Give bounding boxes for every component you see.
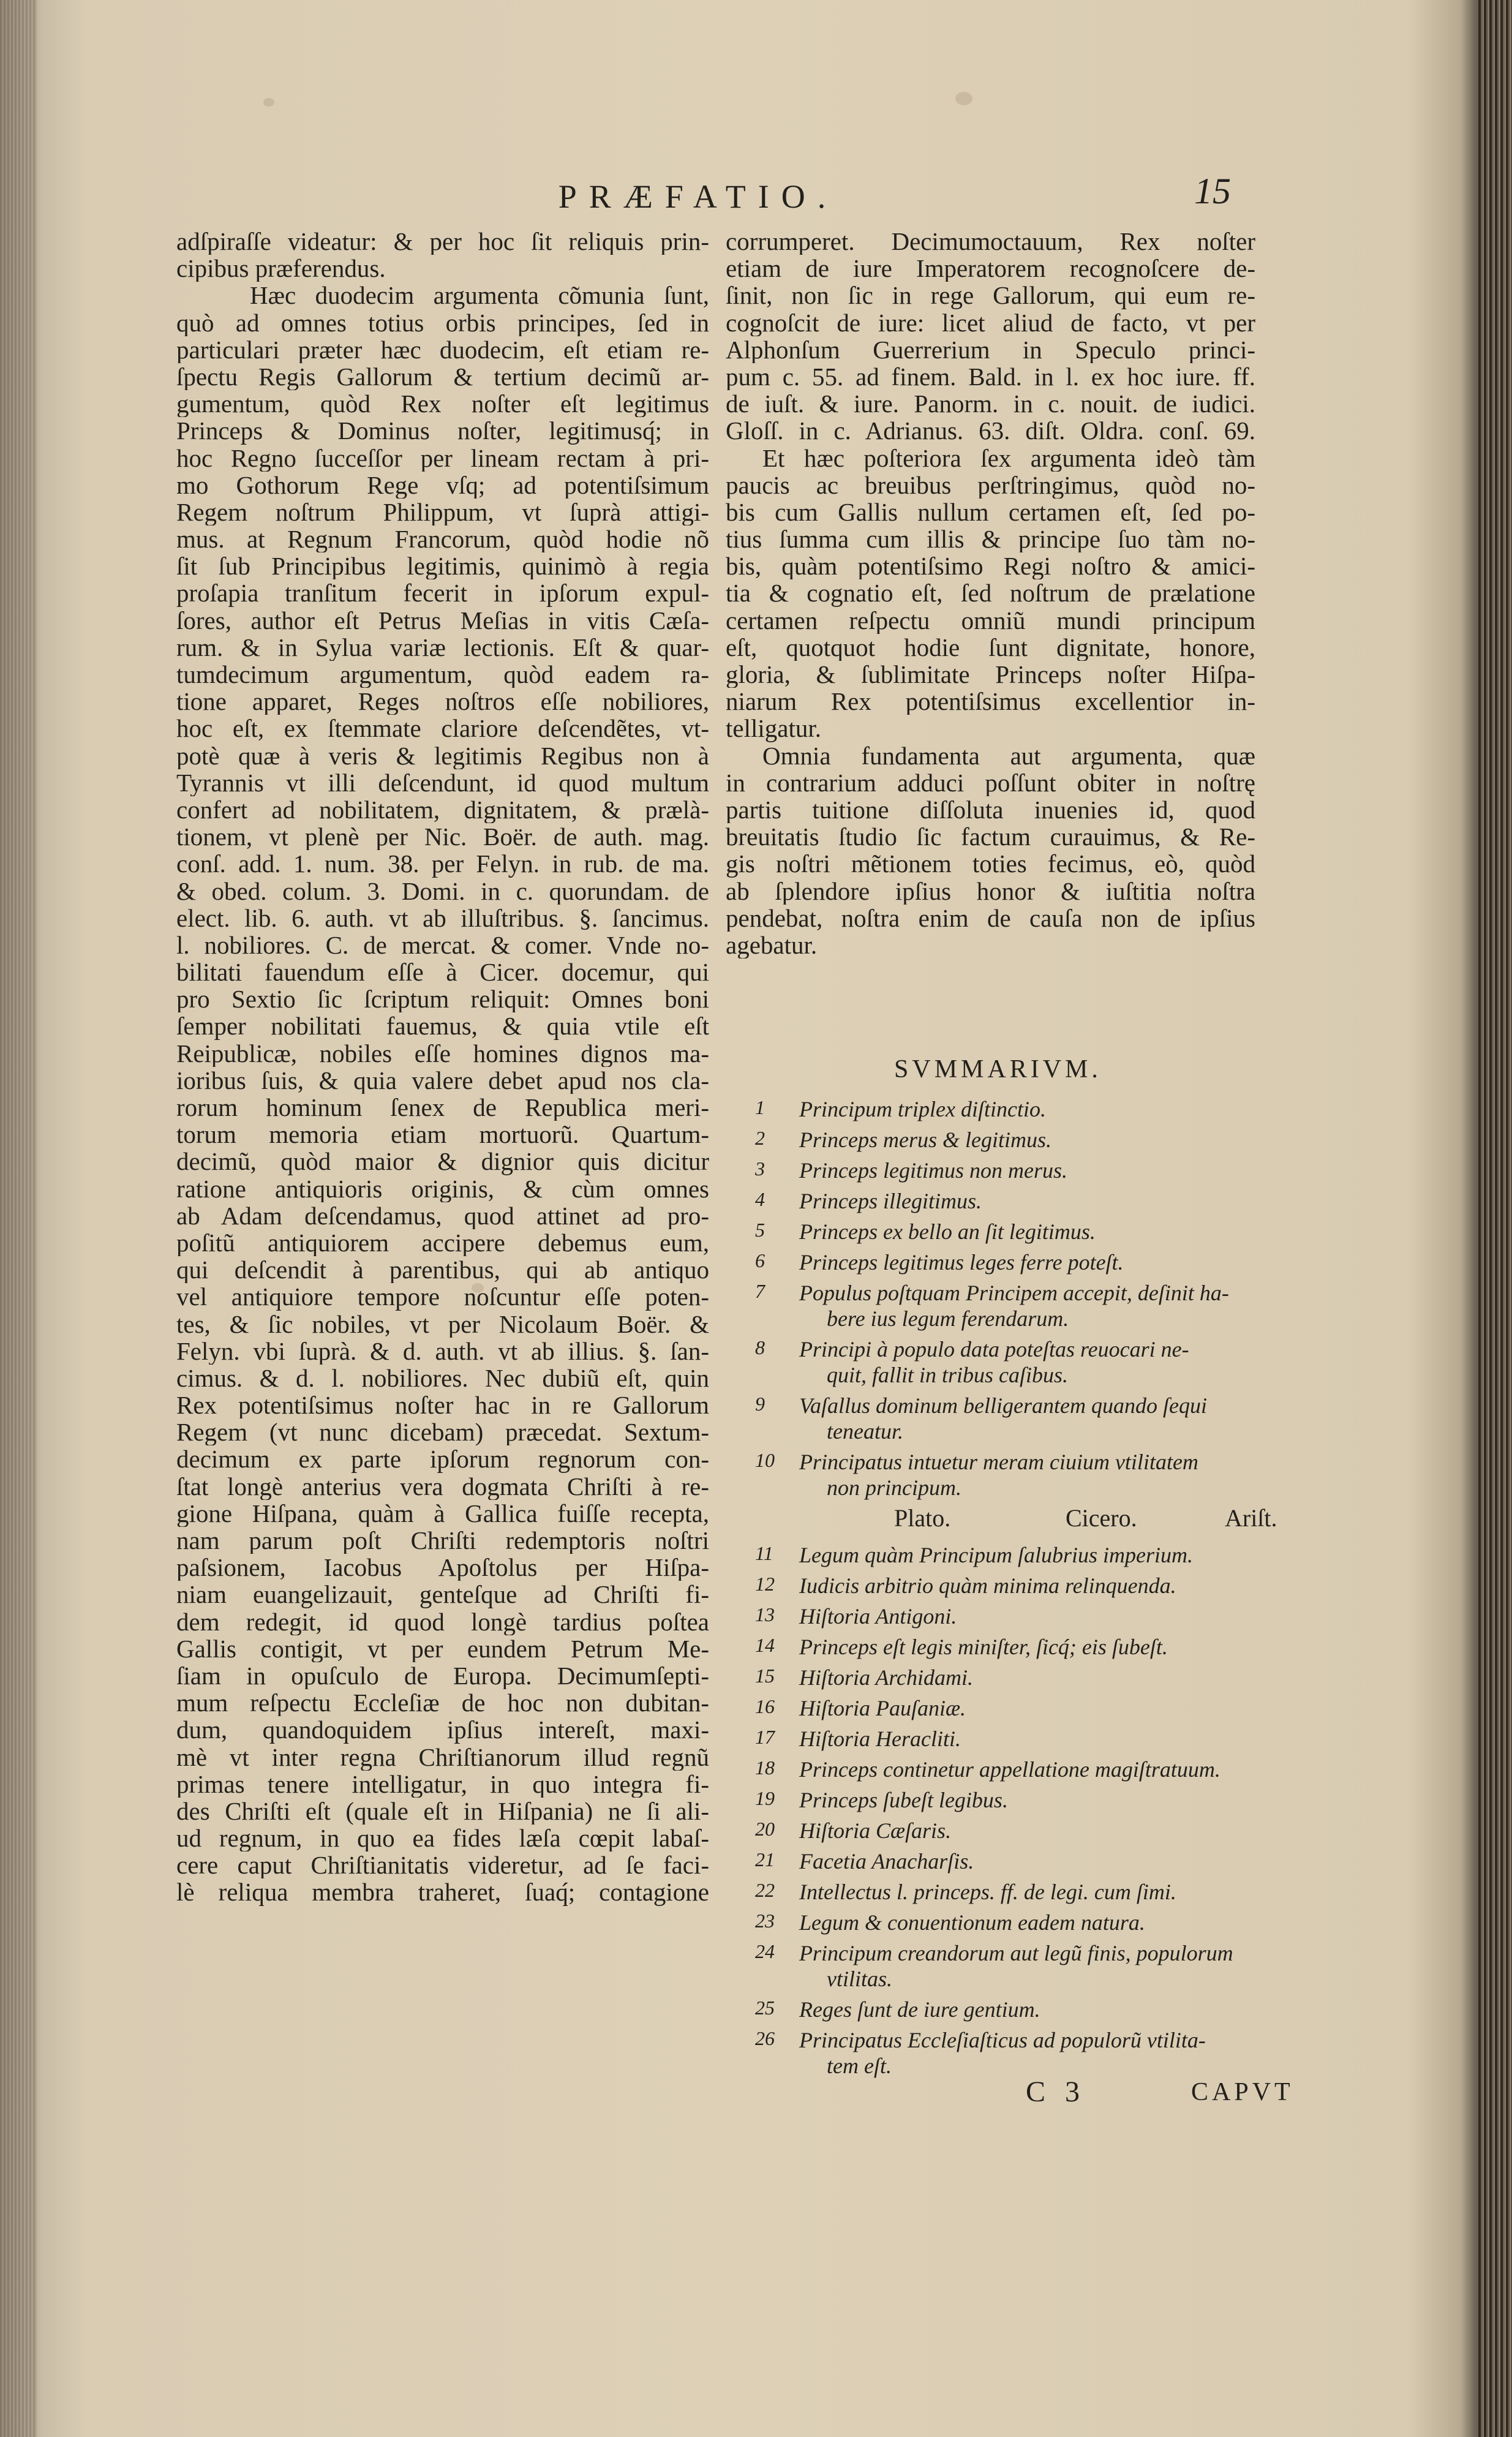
text-line: vel antiquiore tempore noſcuntur eſſe poten- [176, 1283, 709, 1311]
summary-item-continuation [750, 1362, 1283, 1389]
text-line: nam parum poſt Chriſti redemptoris noſtri [176, 1527, 709, 1554]
text-line: mo Gothorum Rege vſq; ad potentiſsimum [176, 471, 709, 499]
summary-number: 19 [755, 1787, 775, 1809]
summary-text-continued: quit, fallit in tribus caſibus. [827, 1363, 1069, 1387]
text-line: gione Hiſpana, quàm à Gallica fuiſſe recepta, [176, 1499, 709, 1527]
author-plato: Plato. [894, 1504, 951, 1532]
summary-number: 3 [755, 1158, 765, 1180]
text-line: partis tuitione diſſoluta inuenies id, quod [726, 796, 1255, 824]
text-line: Regem noſtrum Philippum, vt ſuprà attigi- [176, 498, 709, 526]
text-line: etiam de iure Imperatorem recognoſcere de- [726, 255, 1255, 282]
catchword: CAPVT [1191, 2078, 1294, 2106]
summary-text: Princeps merus & legitimus. [799, 1128, 1051, 1152]
text-line: Tyrannis vt illi deſcendunt, id quod multum [176, 769, 709, 796]
author-aristotle: Ariſt. [1225, 1504, 1277, 1532]
running-head: PRÆFATIO. [558, 178, 838, 215]
text-line: corrumperet. Decimumoctauum, Rex noſter [726, 228, 1255, 255]
text-line: ſit ſub Principibus legitimis, quinimò à regia [176, 552, 709, 580]
summary-text: Vaſallus dominum belligerantem quando ſequi [799, 1393, 1207, 1418]
summary-item [750, 1336, 1283, 1363]
text-line: qui deſcendit à parentibus, qui ab antiquo [176, 1256, 709, 1284]
text-line: ſinit, non ſic in rege Gallorum, qui eum re- [726, 282, 1255, 309]
text-line: paucis ac breuibus perſtringimus, quòd no- [726, 471, 1255, 499]
summary-text: Princeps legitimus leges ferre poteſt. [799, 1250, 1124, 1275]
summary-item-continuation [750, 1306, 1283, 1333]
summary-text: Legum & conuentionum eadem natura. [799, 1910, 1145, 1935]
text-line: decimum ex parte ipſorum regnorum con- [176, 1445, 709, 1473]
page-number: 15 [1194, 171, 1231, 211]
text-line: Alphonſum Guerrerium in Speculo princi- [726, 336, 1255, 363]
summary-number: 1 [755, 1096, 765, 1118]
summary-item [750, 1787, 1283, 1814]
summary-text: Hiſtoria Cæſaris. [799, 1818, 952, 1843]
text-line: ſores, author eſt Petrus Meſias in vitis Cæſa- [176, 606, 709, 634]
summary-number: 11 [755, 1542, 773, 1564]
text-line: pendebat, noſtra enim de cauſa non de ipſius [726, 904, 1255, 932]
text-line: rorum hominum ſenex de Republica meri- [176, 1094, 709, 1121]
text-line: niam euangelizauit, genteſque ad Chriſti fi- [176, 1581, 709, 1608]
text-line: primas tenere intelligatur, in quo integra fi- [176, 1770, 709, 1798]
summary-number: 26 [755, 2027, 775, 2049]
summary-item [750, 1249, 1283, 1276]
summary-text: Legum quàm Principum ſalubrius imperium. [799, 1543, 1193, 1567]
text-line: ioribus ſuis, & quia valere debet apud nos cla- [176, 1066, 709, 1094]
summary-item [750, 1665, 1283, 1692]
text-line: gloria, & ſublimitate Princeps noſter Hiſpa- [726, 661, 1255, 688]
right-column [726, 228, 1255, 959]
text-line: cognoſcit de iure: licet aliud de facto, vt per [726, 309, 1255, 336]
summary-item-continuation [750, 1418, 1283, 1445]
summary-item [750, 1603, 1283, 1630]
text-line: ud regnum, in quo ea fides læſa cœpit labaſ- [176, 1825, 709, 1852]
text-line: breuitatis ſtudio ſic factum curauimus, & Re- [726, 823, 1255, 851]
left-column [176, 228, 709, 1906]
summary-item [750, 1940, 1283, 1967]
summary-text: Principi à populo data poteſtas reuocari ne- [799, 1337, 1189, 1362]
text-line: cere caput Chriſtianitatis videretur, ad ſe faci- [176, 1851, 709, 1879]
summary-item-continuation [750, 1966, 1283, 1993]
text-line: eſt, quotquot hodie ſunt dignitate, honore, [726, 633, 1255, 661]
summary-number: 21 [755, 1848, 775, 1870]
text-line: ſpectu Regis Gallorum & tertium decimũ ar- [176, 363, 709, 391]
summary-text-continued: teneatur. [827, 1419, 903, 1444]
text-line: mum reſpectu Eccleſiæ de hoc non dubitan- [176, 1689, 709, 1717]
summary-item [750, 1818, 1283, 1845]
text-line: & obed. colum. 3. Domi. in c. quorundam. de [176, 877, 709, 905]
summary-number: 8 [755, 1336, 765, 1358]
summary-item [750, 1542, 1283, 1569]
summary-text-continued: tem eſt. [827, 2054, 892, 2078]
text-line: Omnia fundamenta aut argumenta, quæ [762, 742, 1255, 769]
text-line: des Chriſti eſt (quale eſt in Hiſpania) ne ſi ali- [176, 1797, 709, 1825]
text-line: particulari præter hæc duodecim, eſt etiam re- [176, 336, 709, 363]
text-line: in contrarium adduci poſſunt obiter in noſtrę [726, 769, 1255, 796]
text-line: ſiam in opuſculo de Europa. Decimumſepti- [176, 1662, 709, 1690]
summary-item [750, 1188, 1283, 1215]
text-line: certamen reſpectu omniũ mundi principum [726, 606, 1255, 634]
text-line: bilitati fauendum eſſe à Cicer. docemur, qui [176, 959, 709, 986]
text-line: Regem (vt nunc dicebam) præcedat. Sextum- [176, 1418, 709, 1446]
summary-number: 14 [755, 1634, 775, 1656]
summary-text-continued: bere ius legum ferendarum. [827, 1306, 1069, 1331]
summary-text: Populus poſtquam Principem accepit, deſinit ha- [799, 1281, 1229, 1305]
summary-item [750, 1158, 1283, 1185]
text-line: Felyn. vbi ſuprà. & d. auth. vt ab illius. §. ſan- [176, 1337, 709, 1365]
summary-text: Intellectus l. princeps. ff. de legi. cum ſimi. [799, 1880, 1176, 1904]
text-line: conſ. add. 1. num. 38. per Felyn. in rub. de ma. [176, 850, 709, 878]
summary-number: 13 [755, 1603, 775, 1625]
summary-number: 4 [755, 1188, 765, 1210]
text-line: hoc eſt, ex ſtemmate clariore deſcendẽtes, vt- [176, 715, 709, 742]
summary-text-continued: vtilitas. [827, 1967, 892, 1991]
summary-text: Hiſtoria Archidami. [799, 1665, 974, 1690]
text-line: mè vt inter regna Chriſtianorum illud regnũ [176, 1743, 709, 1771]
summary-item [750, 1757, 1283, 1783]
summary-text: Facetia Anacharſis. [799, 1849, 974, 1874]
text-line: Hæc duodecim argumenta cõmunia ſunt, [250, 282, 709, 309]
summary-item [750, 1219, 1283, 1246]
summary-item [750, 1695, 1283, 1722]
text-line: lè reliqua membra traheret, ſuaq́; contagione [176, 1878, 709, 1906]
summary-text: Princeps ex bello an ſit legitimus. [799, 1219, 1096, 1244]
text-line: tione apparet, Reges noſtros eſſe nobiliores, [176, 688, 709, 715]
text-line: poſitũ antiquiorem accipere debemus eum, [176, 1229, 709, 1257]
summary-item [750, 1910, 1283, 1937]
text-line: niarum Rex potentiſsimus excellentior in- [726, 688, 1255, 715]
summary-text: Hiſtoria Antigoni. [799, 1604, 957, 1629]
author-cicero: Cicero. [1066, 1504, 1137, 1532]
summary-number: 22 [755, 1879, 775, 1901]
text-line: paſsionem, Iacobus Apoſtolus per Hiſpa- [176, 1554, 709, 1581]
text-line: gumentum, quòd Rex noſter eſt legitimus [176, 390, 709, 418]
summary-item [750, 1393, 1283, 1420]
text-line: Princeps & Dominus noſter, legitimusq́; in [176, 417, 709, 445]
summary-number: 2 [755, 1127, 765, 1149]
text-line: Gallis contigit, vt per eundem Petrum Me- [176, 1635, 709, 1662]
text-line: bis cum Gallis nullum certamen eſt, ſed po- [726, 498, 1255, 526]
text-line: agebatur. [726, 931, 818, 959]
summary-text: Iudicis arbitrio quàm minima relinquenda. [799, 1573, 1176, 1598]
summary-heading: SVMMARIVM. [894, 1055, 1102, 1083]
summary-item-continuation [750, 2053, 1283, 2080]
text-line: Rex potentiſsimus noſter hac in re Gallorum [176, 1392, 709, 1419]
summary-item [750, 1280, 1283, 1307]
text-line: tionem, vt plenè per Nic. Boër. de auth. mag. [176, 823, 709, 851]
summary-number: 9 [755, 1393, 765, 1415]
text-line: bis, quàm potentiſsimo Regi noſtro & amici- [726, 552, 1255, 580]
summary-item [750, 1634, 1283, 1661]
text-line: cimus. & d. l. nobiliores. Nec dubiũ eſt, quin [176, 1364, 709, 1392]
text-line: dem redegit, id quod longè tardius poſtea [176, 1608, 709, 1635]
summary-text: Princeps legitimus non merus. [799, 1158, 1067, 1183]
summary-item-continuation [750, 1475, 1283, 1502]
summary-number: 18 [755, 1757, 775, 1779]
summary-item [750, 2027, 1283, 2054]
text-line: adſpiraſſe videatur: & per hoc ſit reliquis prin- [176, 228, 709, 255]
summary-text: Principatus Eccleſiaſticus ad populorũ vtilita- [799, 2028, 1206, 2052]
summary-number: 20 [755, 1818, 775, 1840]
text-line: cipibus præferendus. [176, 255, 386, 282]
text-line: proſapia tranſitum fecerit in ipſorum expul- [176, 579, 709, 607]
text-line: Gloſſ. in c. Adrianus. 63. diſt. Oldra. conſ. 69. [726, 417, 1255, 445]
text-line: l. nobiliores. C. de mercat. & comer. Vnde no- [176, 931, 709, 959]
summary-text: Princeps illegitimus. [799, 1189, 982, 1213]
text-line: gis noſtri mẽtionem toties fecimus, eò, quòd [726, 850, 1255, 878]
summary-item [750, 1127, 1283, 1154]
summary-item [750, 1879, 1283, 1906]
text-line: dum, quandoquidem ipſius intereſt, maxi- [176, 1716, 709, 1744]
text-line: telligatur. [726, 715, 821, 742]
text-line: Reipublicæ, nobiles eſſe homines dignos ma- [176, 1039, 709, 1067]
text-line: mus. at Regnum Francorum, quòd hodie nõ [176, 525, 709, 553]
text-line: de iuſt. & iure. Panorm. in c. nouit. de iudici. [726, 390, 1255, 418]
text-line: potè quæ à veris & legitimis Regibus non à [176, 742, 709, 769]
text-line: rum. & in Sylua variæ lectionis. Eſt & quar- [176, 633, 709, 661]
summary-item [750, 1096, 1283, 1123]
text-line: tia & cognatio eſt, ſed noſtrum de prælatione [726, 579, 1255, 607]
text-line: quò ad omnes totius orbis principes, ſed in [176, 309, 709, 336]
text-line: torum memoria etiam mortuorũ. Quartum- [176, 1121, 709, 1148]
summary-text: Principum triplex diſtinctio. [799, 1097, 1046, 1121]
summary-number: 25 [755, 1997, 775, 2019]
text-line: tumdecimum argumentum, quòd eadem ra- [176, 661, 709, 688]
summary-text: Princeps ſubeſt legibus. [799, 1788, 1008, 1812]
text-line: ab ſplendore ipſius honor & iuſtitia noſtra [726, 877, 1255, 905]
summary-number: 12 [755, 1573, 775, 1595]
summary-text: Reges ſunt de iure gentium. [799, 1997, 1040, 2022]
summary-text: Princeps eſt legis miniſter, ſicq́; eis ſubeſt. [799, 1635, 1168, 1659]
summary-number: 7 [755, 1280, 765, 1302]
text-line: ſemper nobilitati fauemus, & quia vtile eſt [176, 1012, 709, 1040]
text-line: Et hæc poſteriora ſex argumenta ideò tàm [762, 444, 1255, 472]
text-line: tius ſumma cum illis & principe ſuo tàm no- [726, 525, 1255, 553]
summary-item [750, 1449, 1283, 1476]
summary-number: 24 [755, 1940, 775, 1962]
signature-mark: C 3 [1026, 2076, 1086, 2108]
text-line: ratione antiquioris originis, & cùm omnes [176, 1175, 709, 1202]
summary-text: Principum creandorum aut legũ finis, populorum [799, 1941, 1233, 1965]
text-line: decimũ, quòd maior & dignior quis dicitur [176, 1148, 709, 1175]
summary-text: Princeps continetur appellatione magiſtratuum. [799, 1757, 1221, 1782]
summary-text: Principatus intuetur meram ciuium vtilitatem [799, 1450, 1198, 1474]
summary-text: Hiſtoria Pauſaniæ. [799, 1696, 966, 1720]
summary-number: 15 [755, 1665, 775, 1687]
text-line: hoc Regno ſucceſſor per lineam rectam à pri- [176, 444, 709, 472]
text-line: ſtat longè anterius vera dogmata Chriſti à re- [176, 1472, 709, 1500]
summary-text: Hiſtoria Heracliti. [799, 1727, 961, 1751]
text-line: pro Sextio ſic ſcriptum reliquit: Omnes boni [176, 985, 709, 1013]
summary-number: 10 [755, 1449, 775, 1471]
text-line: pum c. 55. ad finem. Bald. in l. ex hoc iure. ff. [726, 363, 1255, 391]
text-line: elect. lib. 6. auth. vt ab illuſtribus. §. ſancimus. [176, 904, 709, 932]
summary-item [750, 1997, 1283, 2024]
summary-number: 23 [755, 1910, 775, 1932]
summary-item [750, 1573, 1283, 1600]
text-line: confert ad nobilitatem, dignitatem, & prælà- [176, 796, 709, 824]
summary-item [750, 1726, 1283, 1753]
text-line: tes, & ſic nobiles, vt per Nicolaum Boër. & [176, 1310, 709, 1338]
summary-number: 6 [755, 1249, 765, 1271]
summary-text-continued: non principum. [827, 1475, 961, 1500]
summary-number: 16 [755, 1695, 775, 1717]
summary-item [750, 1848, 1283, 1875]
text-line: ab Adam deſcendamus, quod attinet ad pro- [176, 1202, 709, 1229]
summary-number: 17 [755, 1726, 775, 1748]
summary-number: 5 [755, 1219, 765, 1241]
